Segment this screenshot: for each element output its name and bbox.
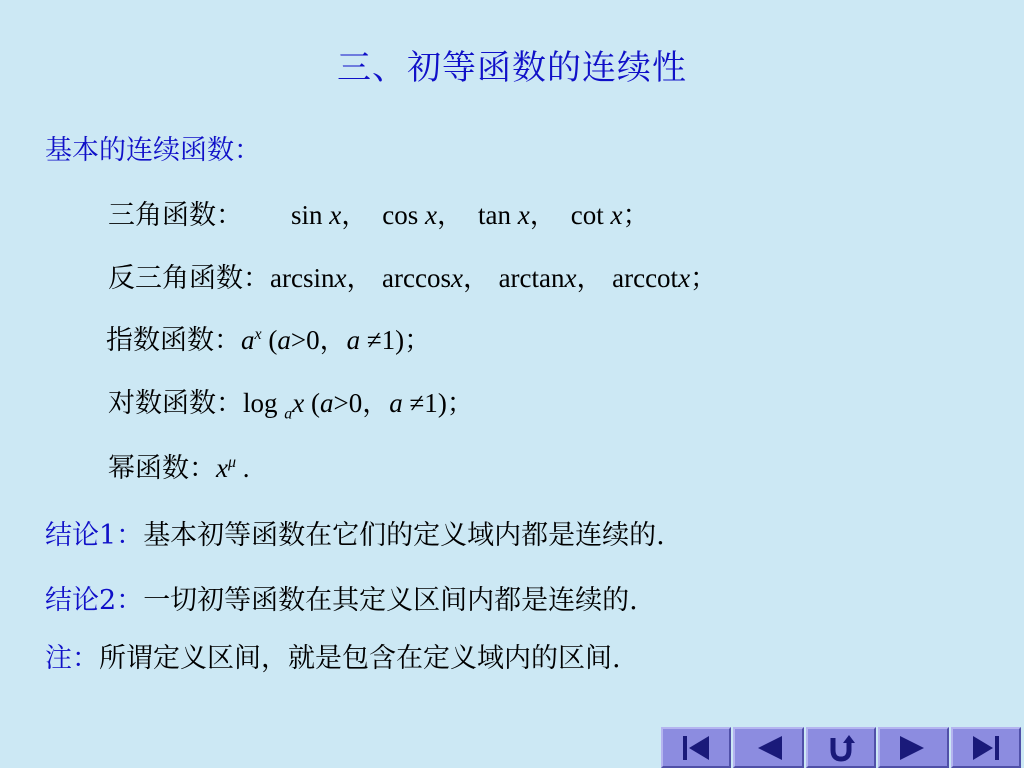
logarithmic-label: 对数函数： xyxy=(108,388,243,419)
first-page-icon xyxy=(679,733,713,763)
previous-page-icon xyxy=(752,733,786,763)
next-page-button[interactable] xyxy=(878,727,948,768)
note xyxy=(45,636,621,675)
note-text: 所谓定义区间，就是包含在定义域内的区间. xyxy=(99,643,621,674)
trig-sin: sin x， xyxy=(291,200,369,230)
next-page-icon xyxy=(896,733,930,763)
conclusion-1-label: 结论1： xyxy=(45,520,144,551)
trig-cos: cos x， xyxy=(382,200,464,230)
basic-functions-heading: 基本的连续函数： xyxy=(45,135,261,166)
conclusion-1 xyxy=(45,513,665,552)
trig-functions-row xyxy=(108,193,649,232)
first-page-button[interactable] xyxy=(661,727,731,768)
inverse-arctan: arctanx， xyxy=(498,263,604,293)
conclusion-2-label: 结论2： xyxy=(45,585,144,616)
return-icon xyxy=(824,733,858,763)
exponential-formula: $a^x$ (a>0，a ≠1)； xyxy=(241,325,432,355)
note-label: 注： xyxy=(45,643,99,674)
conclusion-2 xyxy=(45,578,638,617)
last-page-button[interactable] xyxy=(951,727,1021,768)
conclusion-2-text: 一切初等函数在其定义区间内都是连续的. xyxy=(143,585,638,616)
logarithmic-row xyxy=(108,381,474,423)
trig-tan: tan x， xyxy=(477,200,557,230)
inverse-arccos: arccosx， xyxy=(382,263,490,293)
inverse-arcsin: arcsinx， xyxy=(270,263,374,293)
power-row xyxy=(108,446,250,485)
return-button[interactable] xyxy=(806,727,876,768)
logarithmic-formula: log $_a$x (a>0，a ≠1)； xyxy=(243,388,474,423)
inverse-arccot: arccotx； xyxy=(612,263,718,293)
power-formula: $x^\mu$ . xyxy=(216,453,250,483)
trig-label: 三角函数： xyxy=(108,200,243,231)
inverse-trig-row xyxy=(108,256,717,295)
exponential-row xyxy=(106,318,431,357)
previous-page-button[interactable] xyxy=(733,727,803,768)
exponential-label: 指数函数： xyxy=(106,325,241,356)
slide-navigation-bar xyxy=(661,727,1021,768)
conclusion-1-text: 基本初等函数在它们的定义域内都是连续的. xyxy=(143,520,665,551)
inverse-trig-label: 反三角函数： xyxy=(108,263,270,294)
last-page-icon xyxy=(969,733,1003,763)
slide-title: 三、初等函数的连续性 xyxy=(337,48,687,88)
trig-cot: cot x； xyxy=(570,200,650,230)
power-label: 幂函数： xyxy=(108,453,216,484)
